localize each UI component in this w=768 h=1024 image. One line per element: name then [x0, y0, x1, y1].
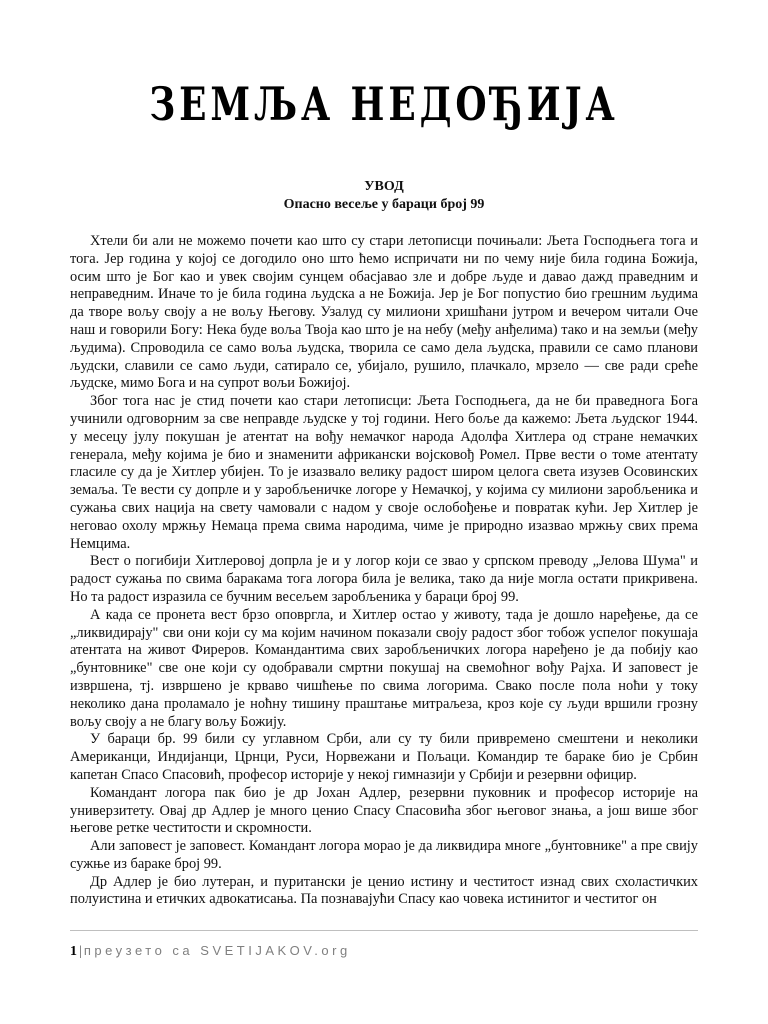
section-subheading: Опасно весеље у бараци број 99 — [283, 197, 485, 212]
footer-separator: | — [79, 944, 82, 959]
footer-divider — [70, 930, 698, 931]
body-text — [70, 233, 698, 909]
paragraph: А када се пронета вест брзо оповргла, и Хитлер остао у животу, тада је дошло наређење, да се „ликвидирају" сви они који су ма којим начином показали своју радост због тобож успелог покушаја атентата на живот Фиреров. Командантима свих заробљеничких логора наређено је да побију као „бунтовнике" све оне који су одобравали смртни покушај на свемоћног вођу Рајха. И заповест је извршена, тј. извршено је крваво чишћење по свима логорима. Свако после пола ноћи у току неколико дана проламало је ноћну тишину праштање митраљеза, кроз које су људи вршили грозну вољу своју а не благу вољу Божију. — [70, 606, 698, 730]
page-footer — [70, 942, 351, 961]
page-number: 1 — [70, 944, 77, 959]
paragraph: Али заповест је заповест. Командант логора морао је да ликвидира многе „бунтовнике" а пре свију сужње из бараке број 99. — [70, 838, 698, 872]
document-title: ЗЕМЉА НЕДОЂИЈА — [149, 77, 619, 131]
paragraph: Командант логора пак био је др Јохан Адлер, резервни пуковник и професор историје на универзитету. Овај др Адлер је много ценио Спасу Спасовића због његовог знања, а још више због његове ретке честитости и скромности. — [70, 784, 698, 837]
paragraph: Др Адлер је био лутеран, и пуритански је ценио истину и честитост изнад свих схоластичких полуистина и етичких адвокатисања. Па познавајући Спасу као човека истинитог и честитог он — [70, 873, 698, 908]
paragraph: У бараци бр. 99 били су углавном Срби, али су ту били привремено смештени и неколики Американци, Индијанци, Црнци, Руси, Норвежани и Пољаци. Командир те бараке био је Србин капетан Спасо Спасовић, професор историје у некој гимназији у Србији и резервни официр. — [70, 731, 698, 783]
footer-source-text: преузето са SVETIJAKOV.org — [83, 943, 351, 958]
paragraph: Хтели би али не можемо почети као што су стари летописци почињали: Љета Господњега тога и тога. Јер година у којој се догодило оно што ћемо испричати ни по чему није била година Божија, осим што је Бог као и увек својим сунцем обасјавао зле и добре људе и давао дажд праведним и неправедним. Иначе то је била година људска а не Божија. Јер је Бог попустио био грешним људима да творе вољу своју а не вољу Његову. Узалуд су милиони хришћани јутром и вечером читали Оче наш и говорили Богу: Нека буде воља Твоја као што је на небу (међу анђелима) тако и на земљи (међу људима). Спроводила се само воља људска, творила се само дела људска, правили се само планови људски, славили се само људи, сатирало се, убијало, рушило, плачкало, мрзело — све ради среће људске, мимо Бога и на супрот вољи Божијој. — [70, 233, 698, 392]
paragraph: Вест о погибији Хитлеровој допрла је и у логор који се звао у српском преводу „Јелова Шума" и радост сужања по свима баракама тога логора била је велика, тако да није могла остати прикривена. Но та радост изразила се бучним весељем заробљеника у бараци број 99. — [70, 553, 698, 605]
paragraph: Због тога нас је стид почети као стари летописци: Љета Господњега, да не би праведнога Бога учинили одговорним за све неправде људске у тој години. Него боље да кажемо: Љета људског 1944. у месецу јулу покушан је атентат на вођу немачког народа Адолфа Хитлера од стране немачких генерала, међу којима је био и знаменити африкански војсковођ Ромел. Прве вести о томе атентату гласиле су да је Хитлер убијен. То је изазвало велику радост широм целога света изузев Осовинских земаља. Те вести су допрле и у заробљеничке логоре у Немачкој, у којима су милиони заробљеника и сужања свих нација на свету чамовали с надом у своје ослобођење и повратак кући. Јер Хитлер је неговао охолу мржњу Немаца према свима народима, чиме је природно изазвао мржњу свих према Немцима. — [70, 393, 698, 552]
section-heading: УВОД — [364, 179, 404, 194]
